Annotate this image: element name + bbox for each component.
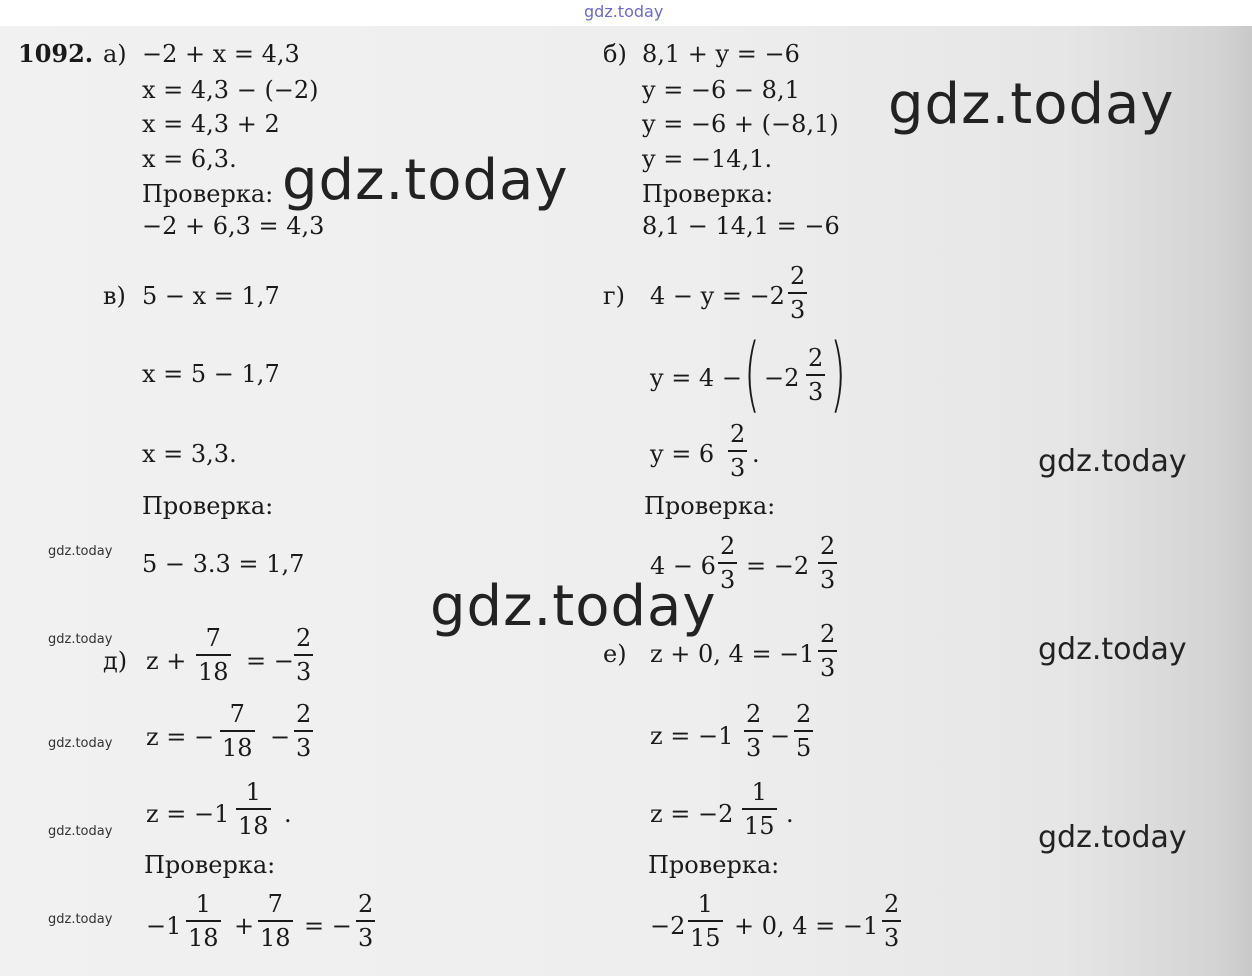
d-eq2: z = − (146, 723, 215, 751)
fraction (258, 890, 293, 952)
fraction (236, 778, 271, 840)
d-check-eq: = − (304, 912, 352, 940)
watermark: gdz.today (48, 632, 113, 647)
numerator: 7 (267, 890, 283, 918)
e-check-label: Проверка: (648, 851, 780, 879)
fraction-bar (258, 920, 293, 922)
denominator: 18 (238, 812, 269, 840)
numerator: 2 (790, 262, 806, 290)
numerator: 2 (296, 624, 312, 652)
d-eq1-mid: = − (246, 647, 294, 675)
v-check-label: Проверка: (142, 492, 274, 520)
e-eq1: z + 0, 4 = −1 (650, 640, 815, 668)
numerator: 1 (697, 890, 713, 918)
g-eq3-end: . (752, 440, 760, 468)
numerator: 2 (820, 620, 836, 648)
g-check-label: Проверка: (644, 492, 776, 520)
g-eq1: 4 − y = −2 (650, 282, 785, 310)
e-eq3-end: . (786, 800, 794, 828)
numerator: 2 (730, 420, 746, 448)
a-check-label: Проверка: (142, 180, 274, 208)
denominator: 15 (744, 812, 775, 840)
fraction-bar (236, 808, 271, 810)
fraction-bar (196, 654, 231, 656)
denominator: 3 (720, 566, 736, 594)
numerator: 2 (808, 344, 824, 372)
denominator: 3 (820, 566, 836, 594)
fraction-bar (728, 450, 747, 452)
a-line-1: −2 + x = 4,3 (142, 40, 300, 68)
label-v: в) (103, 282, 126, 310)
denominator: 15 (690, 924, 721, 952)
numerator: 2 (358, 890, 374, 918)
denominator: 5 (796, 734, 812, 762)
fraction-bar (742, 808, 777, 810)
a-line-3: x = 4,3 + 2 (142, 110, 280, 138)
fraction (196, 624, 231, 686)
fraction (788, 262, 807, 324)
fraction (688, 890, 723, 952)
fraction-bar (744, 730, 763, 732)
fraction-bar (818, 650, 837, 652)
right-paren: ) (830, 327, 846, 422)
numerator: 7 (205, 624, 221, 652)
b-line-4: y = −14,1. (642, 145, 773, 173)
watermark: gdz.today (1038, 444, 1187, 479)
denominator: 18 (188, 924, 219, 952)
b-line-3: y = −6 + (−8,1) (642, 110, 839, 138)
denominator: 3 (884, 924, 900, 952)
watermark: gdz.today (282, 148, 569, 213)
watermark: gdz.today (1038, 632, 1187, 667)
numerator: 2 (746, 700, 762, 728)
v-check: 5 − 3.3 = 1,7 (142, 550, 305, 578)
a-line-4: x = 6,3. (142, 145, 237, 173)
fraction-bar (294, 730, 313, 732)
v-line-3: x = 3,3. (142, 440, 237, 468)
d-check: −1 (146, 912, 182, 940)
fraction (742, 778, 777, 840)
denominator: 18 (222, 734, 253, 762)
b-line-2: y = −6 − 8,1 (642, 76, 800, 104)
watermark: gdz.today (48, 824, 113, 839)
denominator: 3 (296, 734, 312, 762)
numerator: 2 (820, 532, 836, 560)
left-paren: ( (744, 327, 760, 422)
numerator: 1 (245, 778, 261, 806)
label-d: д) (103, 647, 128, 675)
denominator: 18 (260, 924, 291, 952)
watermark: gdz.today (888, 72, 1175, 137)
d-eq2-mid: − (270, 723, 291, 751)
e-eq3: z = −2 (650, 800, 734, 828)
b-line-1: 8,1 + y = −6 (642, 40, 800, 68)
fraction (186, 890, 221, 952)
fraction-bar (294, 654, 313, 656)
e-eq2-mid: − (770, 722, 791, 750)
g-check-mid: = −2 (746, 552, 810, 580)
d-eq1: z + (146, 647, 187, 675)
e-check-mid: + 0, 4 = −1 (734, 912, 879, 940)
fraction (294, 624, 313, 686)
fraction-bar (818, 562, 837, 564)
g-check: 4 − 6 (650, 552, 716, 580)
fraction (818, 620, 837, 682)
numerator: 2 (884, 890, 900, 918)
fraction-bar (688, 920, 723, 922)
watermark-top: gdz.today (584, 2, 664, 21)
numerator: 2 (720, 532, 736, 560)
fraction (882, 890, 901, 952)
numerator: 1 (751, 778, 767, 806)
watermark: gdz.today (48, 544, 113, 559)
denominator: 3 (296, 658, 312, 686)
a-check: −2 + 6,3 = 4,3 (142, 212, 325, 240)
denominator: 3 (730, 454, 746, 482)
denominator: 18 (198, 658, 229, 686)
label-b: б) (603, 40, 627, 68)
e-eq2: z = −1 (650, 722, 734, 750)
fraction (728, 420, 747, 482)
fraction-bar (220, 730, 255, 732)
fraction-bar (806, 374, 825, 376)
g-eq2: y = 4 − (650, 364, 742, 392)
denominator: 3 (746, 734, 762, 762)
label-e: е) (603, 640, 627, 668)
fraction (356, 890, 375, 952)
fraction-bar (882, 920, 901, 922)
watermark: gdz.today (48, 736, 113, 751)
numerator: 7 (229, 700, 245, 728)
numerator: 2 (796, 700, 812, 728)
denominator: 3 (790, 296, 806, 324)
fraction-bar (788, 292, 807, 294)
fraction (744, 700, 763, 762)
fraction-bar (186, 920, 221, 922)
fraction-bar (794, 730, 813, 732)
v-line-1: 5 − x = 1,7 (142, 282, 280, 310)
fraction (806, 344, 825, 406)
fraction (794, 700, 813, 762)
fraction (294, 700, 313, 762)
e-check: −2 (650, 912, 686, 940)
d-eq3-end: . (284, 800, 292, 828)
d-eq3: z = −1 (146, 800, 230, 828)
watermark: gdz.today (48, 912, 113, 927)
d-check-plus: + (234, 912, 255, 940)
denominator: 3 (358, 924, 374, 952)
fraction (718, 532, 737, 594)
numerator: 2 (296, 700, 312, 728)
a-line-2: x = 4,3 − (−2) (142, 76, 319, 104)
numerator: 1 (195, 890, 211, 918)
fraction-bar (718, 562, 737, 564)
b-check-label: Проверка: (642, 180, 774, 208)
d-check-label: Проверка: (144, 851, 276, 879)
denominator: 3 (820, 654, 836, 682)
g-eq3: y = 6 (650, 440, 715, 468)
label-a: а) (103, 40, 127, 68)
label-g: г) (603, 282, 625, 310)
watermark: gdz.today (1038, 820, 1187, 855)
fraction (220, 700, 255, 762)
watermark: gdz.today (430, 574, 717, 639)
fraction (818, 532, 837, 594)
g-eq2-inner: −2 (764, 364, 800, 392)
b-check: 8,1 − 14,1 = −6 (642, 212, 840, 240)
fraction-bar (356, 920, 375, 922)
problem-number: 1092. (18, 39, 94, 68)
v-line-2: x = 5 − 1,7 (142, 360, 280, 388)
denominator: 3 (808, 378, 824, 406)
